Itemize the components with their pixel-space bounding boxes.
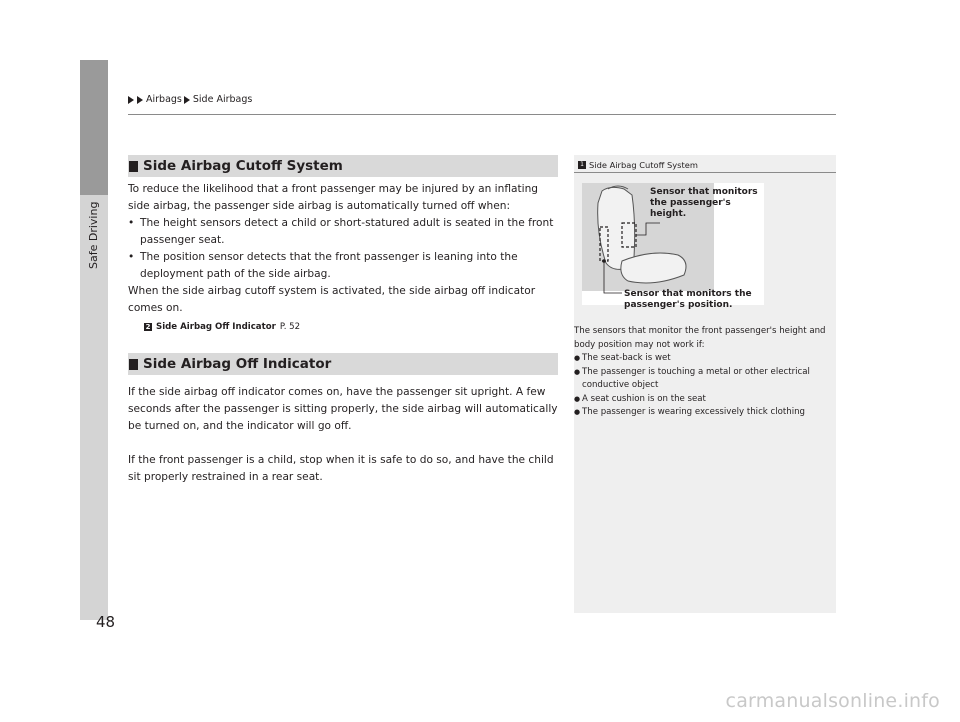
- breadcrumb-arrow-icon: [128, 96, 134, 104]
- cross-reference-link[interactable]: [144, 320, 558, 334]
- indicator-paragraph-2: If the front passenger is a child, stop when it is safe to do so, and have the child sit properly restrained in a rear seat.: [128, 454, 554, 483]
- cross-reference-page: P. 52: [279, 322, 301, 332]
- list-item: ● The seat-back is wet: [574, 352, 832, 366]
- chapter-side-tab: [80, 60, 108, 620]
- list-item: • The position sensor detects that the front passenger is leaning into the deployment path of the side airbag.: [128, 249, 558, 283]
- breadcrumb-item-side-airbags[interactable]: Side Airbags: [192, 94, 253, 105]
- main-content: [128, 155, 558, 486]
- height-sensor-label: Sensor that monitors the passenger's height.: [650, 187, 758, 219]
- breadcrumb: [128, 94, 252, 105]
- breadcrumb-arrow-icon: [184, 96, 190, 104]
- list-item: ● The passenger is wearing excessively thick clothing: [574, 406, 832, 420]
- section-heading-cutoff-system: [128, 155, 558, 177]
- cutoff-outro-text: When the side airbag cutoff system is activated, the side airbag off indicator comes on.: [128, 285, 536, 314]
- list-item: ● A seat cushion is on the seat: [574, 393, 832, 407]
- cross-reference-title: Side Airbag Off Indicator: [156, 322, 276, 332]
- indicator-paragraph-1: If the side airbag off indicator comes on, have the passenger sit upright. A few seconds after the passenger is sitting properly, the side airbag will automatically be turned on, and the indicator will go off.: [128, 386, 558, 432]
- breadcrumb-item-airbags[interactable]: Airbags: [146, 94, 182, 105]
- note-number-icon: 1: [578, 161, 586, 169]
- chapter-tab-label: Safe Driving: [87, 201, 100, 269]
- sidebar-body: [574, 325, 832, 420]
- position-sensor-label: Sensor that monitors the passenger's position.: [624, 289, 752, 310]
- sidebar-title: [574, 155, 836, 171]
- cutoff-intro-text: To reduce the likelihood that a front passenger may be injured by an inflating side airbag, the passenger side airbag is automatically turned off when:: [128, 183, 539, 212]
- section-heading-text: Side Airbag Off Indicator: [143, 356, 332, 372]
- page-number: 48: [96, 613, 116, 631]
- sidebar-title-text: Side Airbag Cutoff System: [589, 159, 698, 170]
- sidebar-rule: [574, 172, 836, 173]
- sidebar-intro-text: The sensors that monitor the front passenger's height and body position may not work if:: [574, 326, 826, 350]
- breadcrumb-arrow-icon: [137, 96, 143, 104]
- section-heading-off-indicator: [128, 353, 558, 375]
- sidebar-notes: [574, 155, 836, 613]
- seat-sensor-illustration: [582, 183, 764, 310]
- watermark: carmanualsonline.info: [725, 690, 940, 712]
- header-rule: [128, 114, 836, 115]
- list-item: • The height sensors detect a child or short-statured adult is seated in the front passenger seat.: [128, 215, 558, 249]
- sensor-failure-list: [574, 352, 832, 420]
- list-item: ● The passenger is touching a metal or other electrical conductive object: [574, 366, 832, 393]
- cross-reference-icon: 2: [145, 323, 151, 331]
- square-bullet-icon: [129, 161, 138, 172]
- section-heading-text: Side Airbag Cutoff System: [143, 158, 343, 174]
- square-bullet-icon: [129, 359, 138, 370]
- cutoff-conditions-list: [128, 215, 558, 283]
